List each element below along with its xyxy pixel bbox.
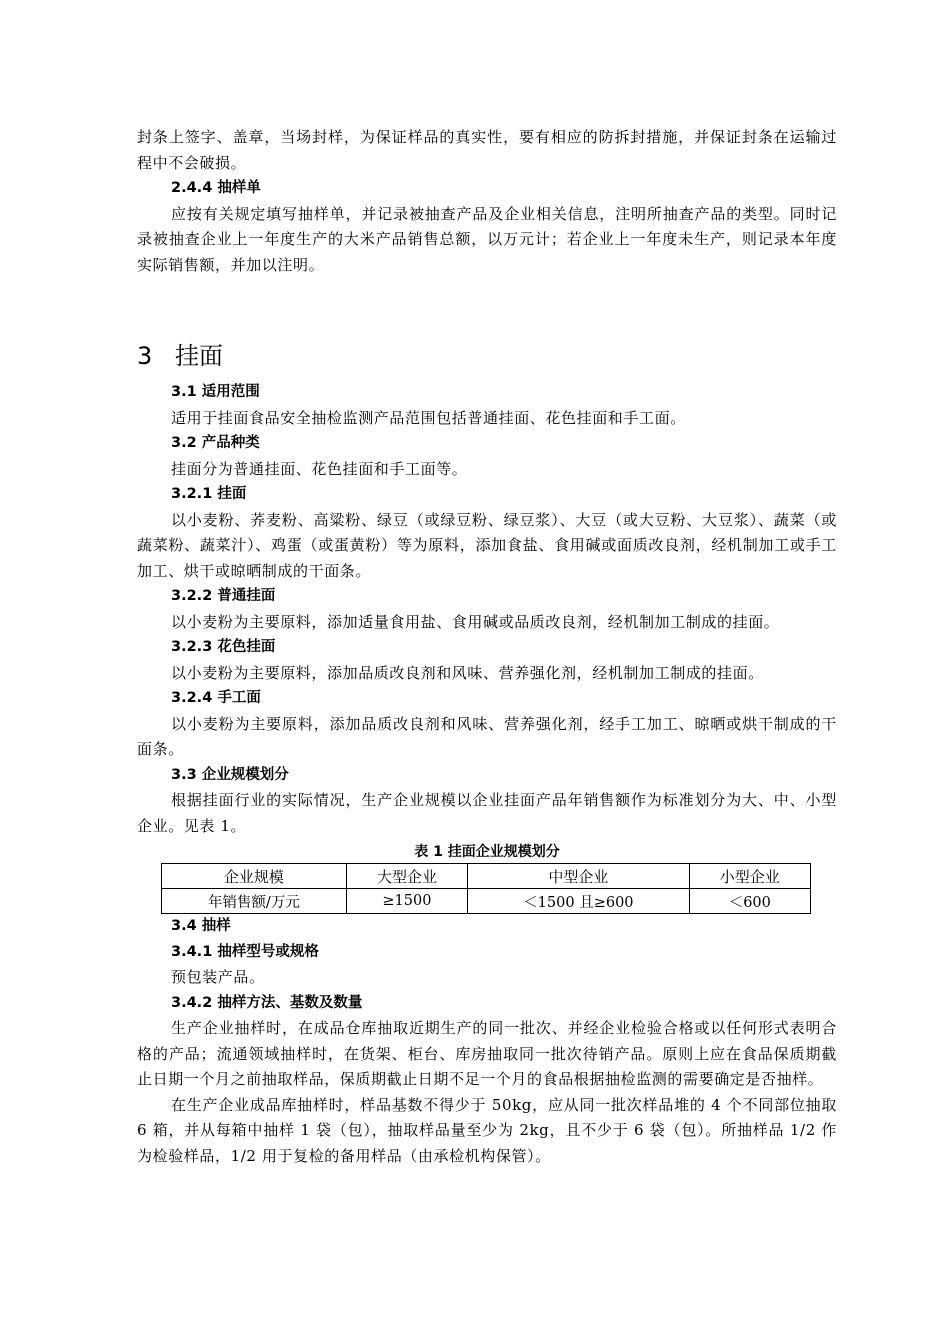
heading-3-1: 3.1 适用范围 [171, 384, 260, 400]
paragraph-3-2-4: 以小麦粉为主要原料，添加品质改良剂和风味、营养强化剂，经手工加工、晾晒或烘干制成的干面条。 [137, 714, 837, 758]
table-caption: 表 1 挂面企业规模划分 [414, 844, 560, 860]
table-header-cell: 企业规模 [162, 864, 347, 889]
paragraph-3-4-2-b: 在生产企业成品库抽样时，样品基数不得少于 50kg，应从同一批次样品堆的 4 个不同部位抽取 6 箱，并从每箱中抽样 1 袋（包），抽取样品量至少为 2kg，且不少于 6 袋（包）。所抽样品 1/2 作为检验样品，1/2 用于复检的备用样品（由承检机构保管）。 [137, 1095, 837, 1165]
table-row [162, 889, 811, 914]
paragraph-3-4-2-a: 生产企业抽样时，在成品仓库抽取近期生产的同一批次、并经企业检验合格或以任何形式表明合格的产品；流通领域抽样时，在货架、柜台、库房抽取同一批次待销产品。原则上应在食品保质期截止日期一个月之前抽取样品，保质期截止日期不足一个月的食品根据抽检监测的需要确定是否抽样。 [137, 1019, 837, 1088]
table-header-cell: 小型企业 [689, 864, 810, 889]
paragraph-sampling-form: 应按有关规定填写抽样单，并记录被抽查产品及企业相关信息，注明所抽查产品的类型。同时记录被抽查企业上一年度生产的大米产品销售总额，以万元计；若企业上一年度未生产，则记录本年度实际销售额，并加以注明。 [137, 204, 837, 274]
table-header-cell: 大型企业 [346, 864, 467, 889]
heading-3-2-1: 3.2.1 挂面 [171, 486, 247, 502]
table-cell: 年销售额/万元 [162, 889, 347, 914]
paragraph-3-2-3: 以小麦粉为主要原料，添加品质改良剂和风味、营养强化剂，经机制加工制成的挂面。 [171, 663, 764, 682]
paragraph-3-3: 根据挂面行业的实际情况，生产企业规模以企业挂面产品年销售额作为标准划分为大、中、小型企业。见表 1。 [137, 791, 837, 835]
section-title: 挂面 [175, 342, 223, 370]
paragraph-3-2-2: 以小麦粉为主要原料，添加适量食用盐、食用碱或品质改良剂，经机制加工制成的挂面。 [171, 612, 780, 631]
heading-3-2-2: 3.2.2 普通挂面 [171, 588, 276, 604]
heading-3-2-4: 3.2.4 手工面 [171, 690, 261, 706]
paragraph-seal: 封条上签字、盖章，当场封样，为保证样品的真实性，要有相应的防拆封措施，并保证封条在运输过程中不会破损。 [137, 128, 837, 172]
paragraph-3-1: 适用于挂面食品安全抽检监测产品范围包括普通挂面、花色挂面和手工面。 [171, 408, 686, 427]
paragraph-3-2-1: 以小麦粉、荞麦粉、高粱粉、绿豆（或绿豆粉、绿豆浆）、大豆（或大豆粉、大豆浆）、蔬菜（或蔬菜粉、蔬菜汁）、鸡蛋（或蛋黄粉）等为原料，添加食盐、食用碱或面质改良剂，经机制加工或手工加工、烘干或晾晒制成的干面条。 [137, 510, 837, 580]
heading-3-3: 3.3 企业规模划分 [171, 766, 289, 783]
heading-3-4-1: 3.4.1 抽样型号或规格 [171, 943, 319, 960]
heading-3-2: 3.2 产品种类 [171, 435, 260, 451]
section-3-heading [137, 340, 837, 372]
table-cell: ＜1500 且≥600 [468, 889, 689, 914]
page-content [137, 125, 837, 1169]
table-cell: ＜600 [689, 889, 810, 914]
heading-3-4: 3.4 抽样 [171, 918, 231, 934]
section-number: 3 [137, 342, 153, 370]
heading-3-4-2: 3.4.2 抽样方法、基数及数量 [171, 994, 363, 1011]
table-header-cell: 中型企业 [468, 864, 689, 889]
table-header-row [162, 864, 811, 889]
table-cell: ≥1500 [346, 889, 467, 914]
paragraph-3-2: 挂面分为普通挂面、花色挂面和手工面等。 [171, 459, 468, 478]
enterprise-scale-table [161, 863, 811, 914]
heading-3-2-3: 3.2.3 花色挂面 [171, 639, 276, 655]
heading-2-4-4: 2.4.4 抽样单 [171, 180, 261, 196]
paragraph-3-4-1: 预包装产品。 [171, 968, 265, 986]
